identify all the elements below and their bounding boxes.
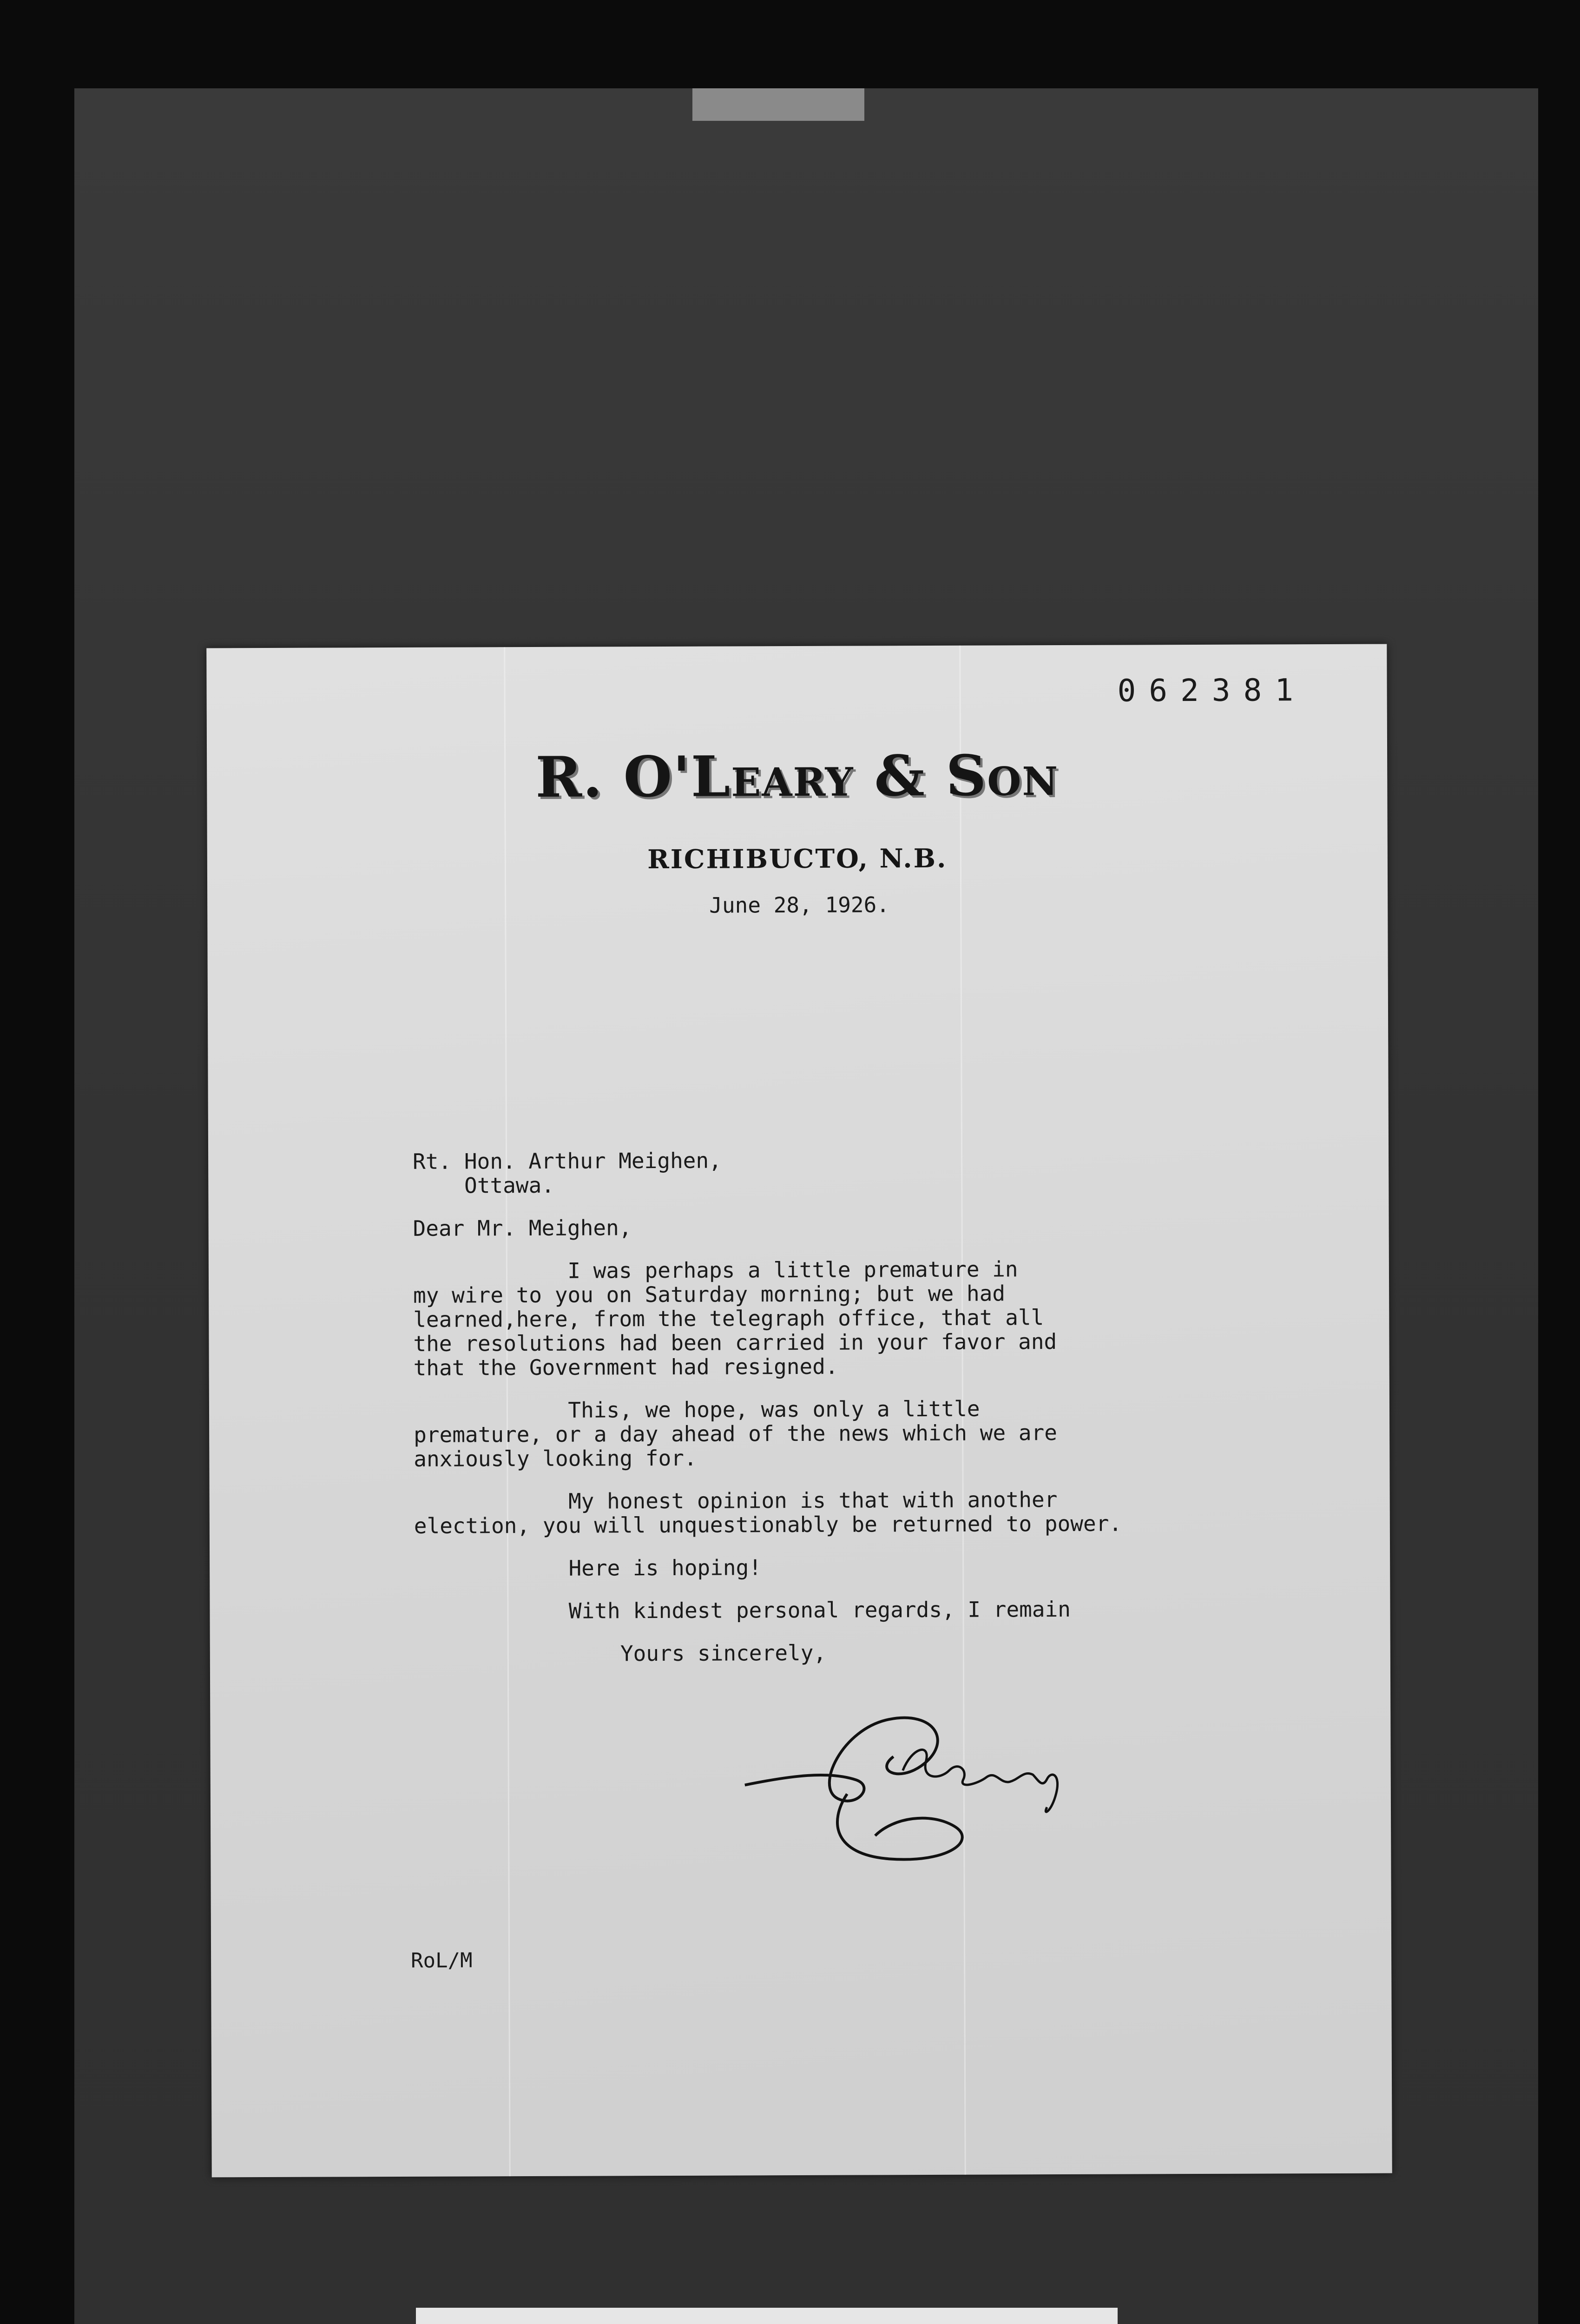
salutation: Dear Mr. Meighen, [413, 1215, 632, 1241]
body-line: premature, or a day ahead of the news which we are [414, 1420, 1057, 1447]
letter-body [413, 1146, 1321, 1666]
clip-tab [692, 88, 864, 121]
body-line: election, you will unquestionably be returned to power. [414, 1511, 1122, 1538]
body-line: I was perhaps a little premature in [413, 1256, 1018, 1284]
body-line: My honest opinion is that with another [414, 1487, 1058, 1514]
body-line: With kindest personal regards, I remain [414, 1596, 1071, 1624]
closing: Yours sincerely, [414, 1640, 827, 1667]
handwritten-signature [735, 1700, 1089, 1878]
body-line: the resolutions had been carried in your favor and [413, 1329, 1057, 1356]
letterhead-company-name: R. O'Leary & Son [535, 743, 1059, 810]
recipient-line: Ottawa. [413, 1172, 555, 1198]
recipient-line: Rt. Hon. Arthur Meighen, [413, 1148, 722, 1174]
typist-initials: RoL/M [411, 1948, 473, 1973]
body-line: learned,here, from the telegraph office, that all [413, 1305, 1044, 1332]
archive-number: 062381 [1117, 672, 1307, 709]
body-line: that the Government had resigned. [413, 1353, 838, 1380]
body-line: my wire to you on Saturday morning; but we had [413, 1281, 1006, 1308]
body-line: anxiously looking for. [414, 1445, 697, 1472]
body-line: Here is hoping! [414, 1555, 762, 1581]
letterhead-location: RICHIBUCTO, N.B. [647, 843, 948, 875]
letter-page [206, 644, 1392, 2178]
letter-date: June 28, 1926. [709, 892, 890, 918]
body-line: This, we hope, was only a little [413, 1396, 980, 1423]
series-label [416, 2308, 1118, 2324]
